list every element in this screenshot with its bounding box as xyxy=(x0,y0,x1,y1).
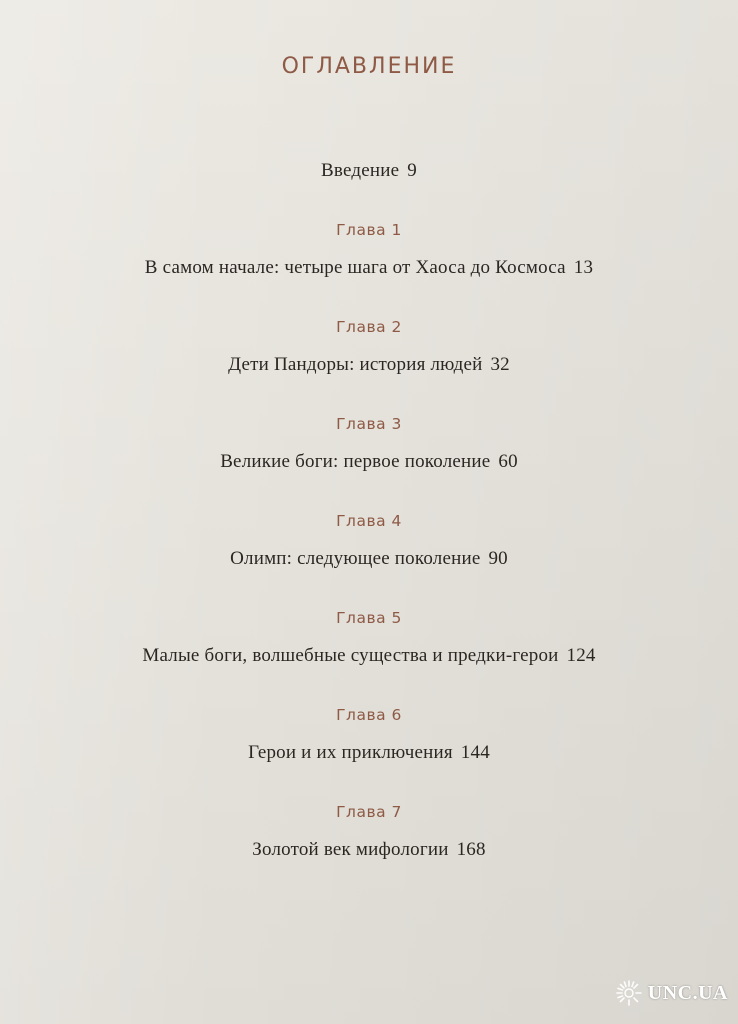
sunburst-icon xyxy=(616,980,642,1006)
entry-page-number: 90 xyxy=(488,548,508,569)
watermark xyxy=(616,980,728,1006)
toc-entry-chapter-7 xyxy=(0,839,738,861)
entry-page-number: 32 xyxy=(490,354,510,375)
toc-entry-chapter-4 xyxy=(0,548,738,570)
chapter-label-6: Глава 6 xyxy=(336,706,402,724)
toc-entry-chapter-1 xyxy=(0,257,738,279)
chapter-label-2: Глава 2 xyxy=(336,318,402,336)
toc-entry-chapter-6 xyxy=(0,742,738,764)
entry-title: В самом начале: четыре шага от Хаоса до Космоса xyxy=(144,257,566,278)
page-title: ОГЛАВЛЕНИЕ xyxy=(281,54,457,79)
entry-title: Дети Пандоры: история людей xyxy=(228,354,483,375)
entry-title: Малые боги, волшебные существа и предки-герои xyxy=(142,645,559,666)
entry-title: Великие боги: первое поколение xyxy=(220,451,491,472)
chapter-label-4: Глава 4 xyxy=(336,512,402,530)
toc-entry-intro xyxy=(0,160,738,182)
toc-entry-chapter-5 xyxy=(0,645,738,667)
entry-page-number: 144 xyxy=(460,742,490,763)
toc-entry-chapter-3 xyxy=(0,451,738,473)
entry-title: Золотой век мифологии xyxy=(252,839,449,860)
chapter-label-1: Глава 1 xyxy=(336,221,402,239)
entry-page-number: 13 xyxy=(573,257,594,278)
entry-page-number: 168 xyxy=(456,839,486,860)
entry-page-number: 60 xyxy=(498,451,518,472)
entry-page-number: 9 xyxy=(407,160,417,181)
entry-title: Герои и их приключения xyxy=(248,742,453,763)
chapter-label-7: Глава 7 xyxy=(336,803,402,821)
entry-title: Введение xyxy=(321,160,400,181)
chapter-label-5: Глава 5 xyxy=(336,609,402,627)
entry-title: Олимп: следующее поколение xyxy=(230,548,481,569)
watermark-text: UNC.UA xyxy=(647,981,728,1004)
chapter-label-3: Глава 3 xyxy=(336,415,402,433)
entry-page-number: 124 xyxy=(566,645,596,666)
toc-entry-chapter-2 xyxy=(0,354,738,376)
